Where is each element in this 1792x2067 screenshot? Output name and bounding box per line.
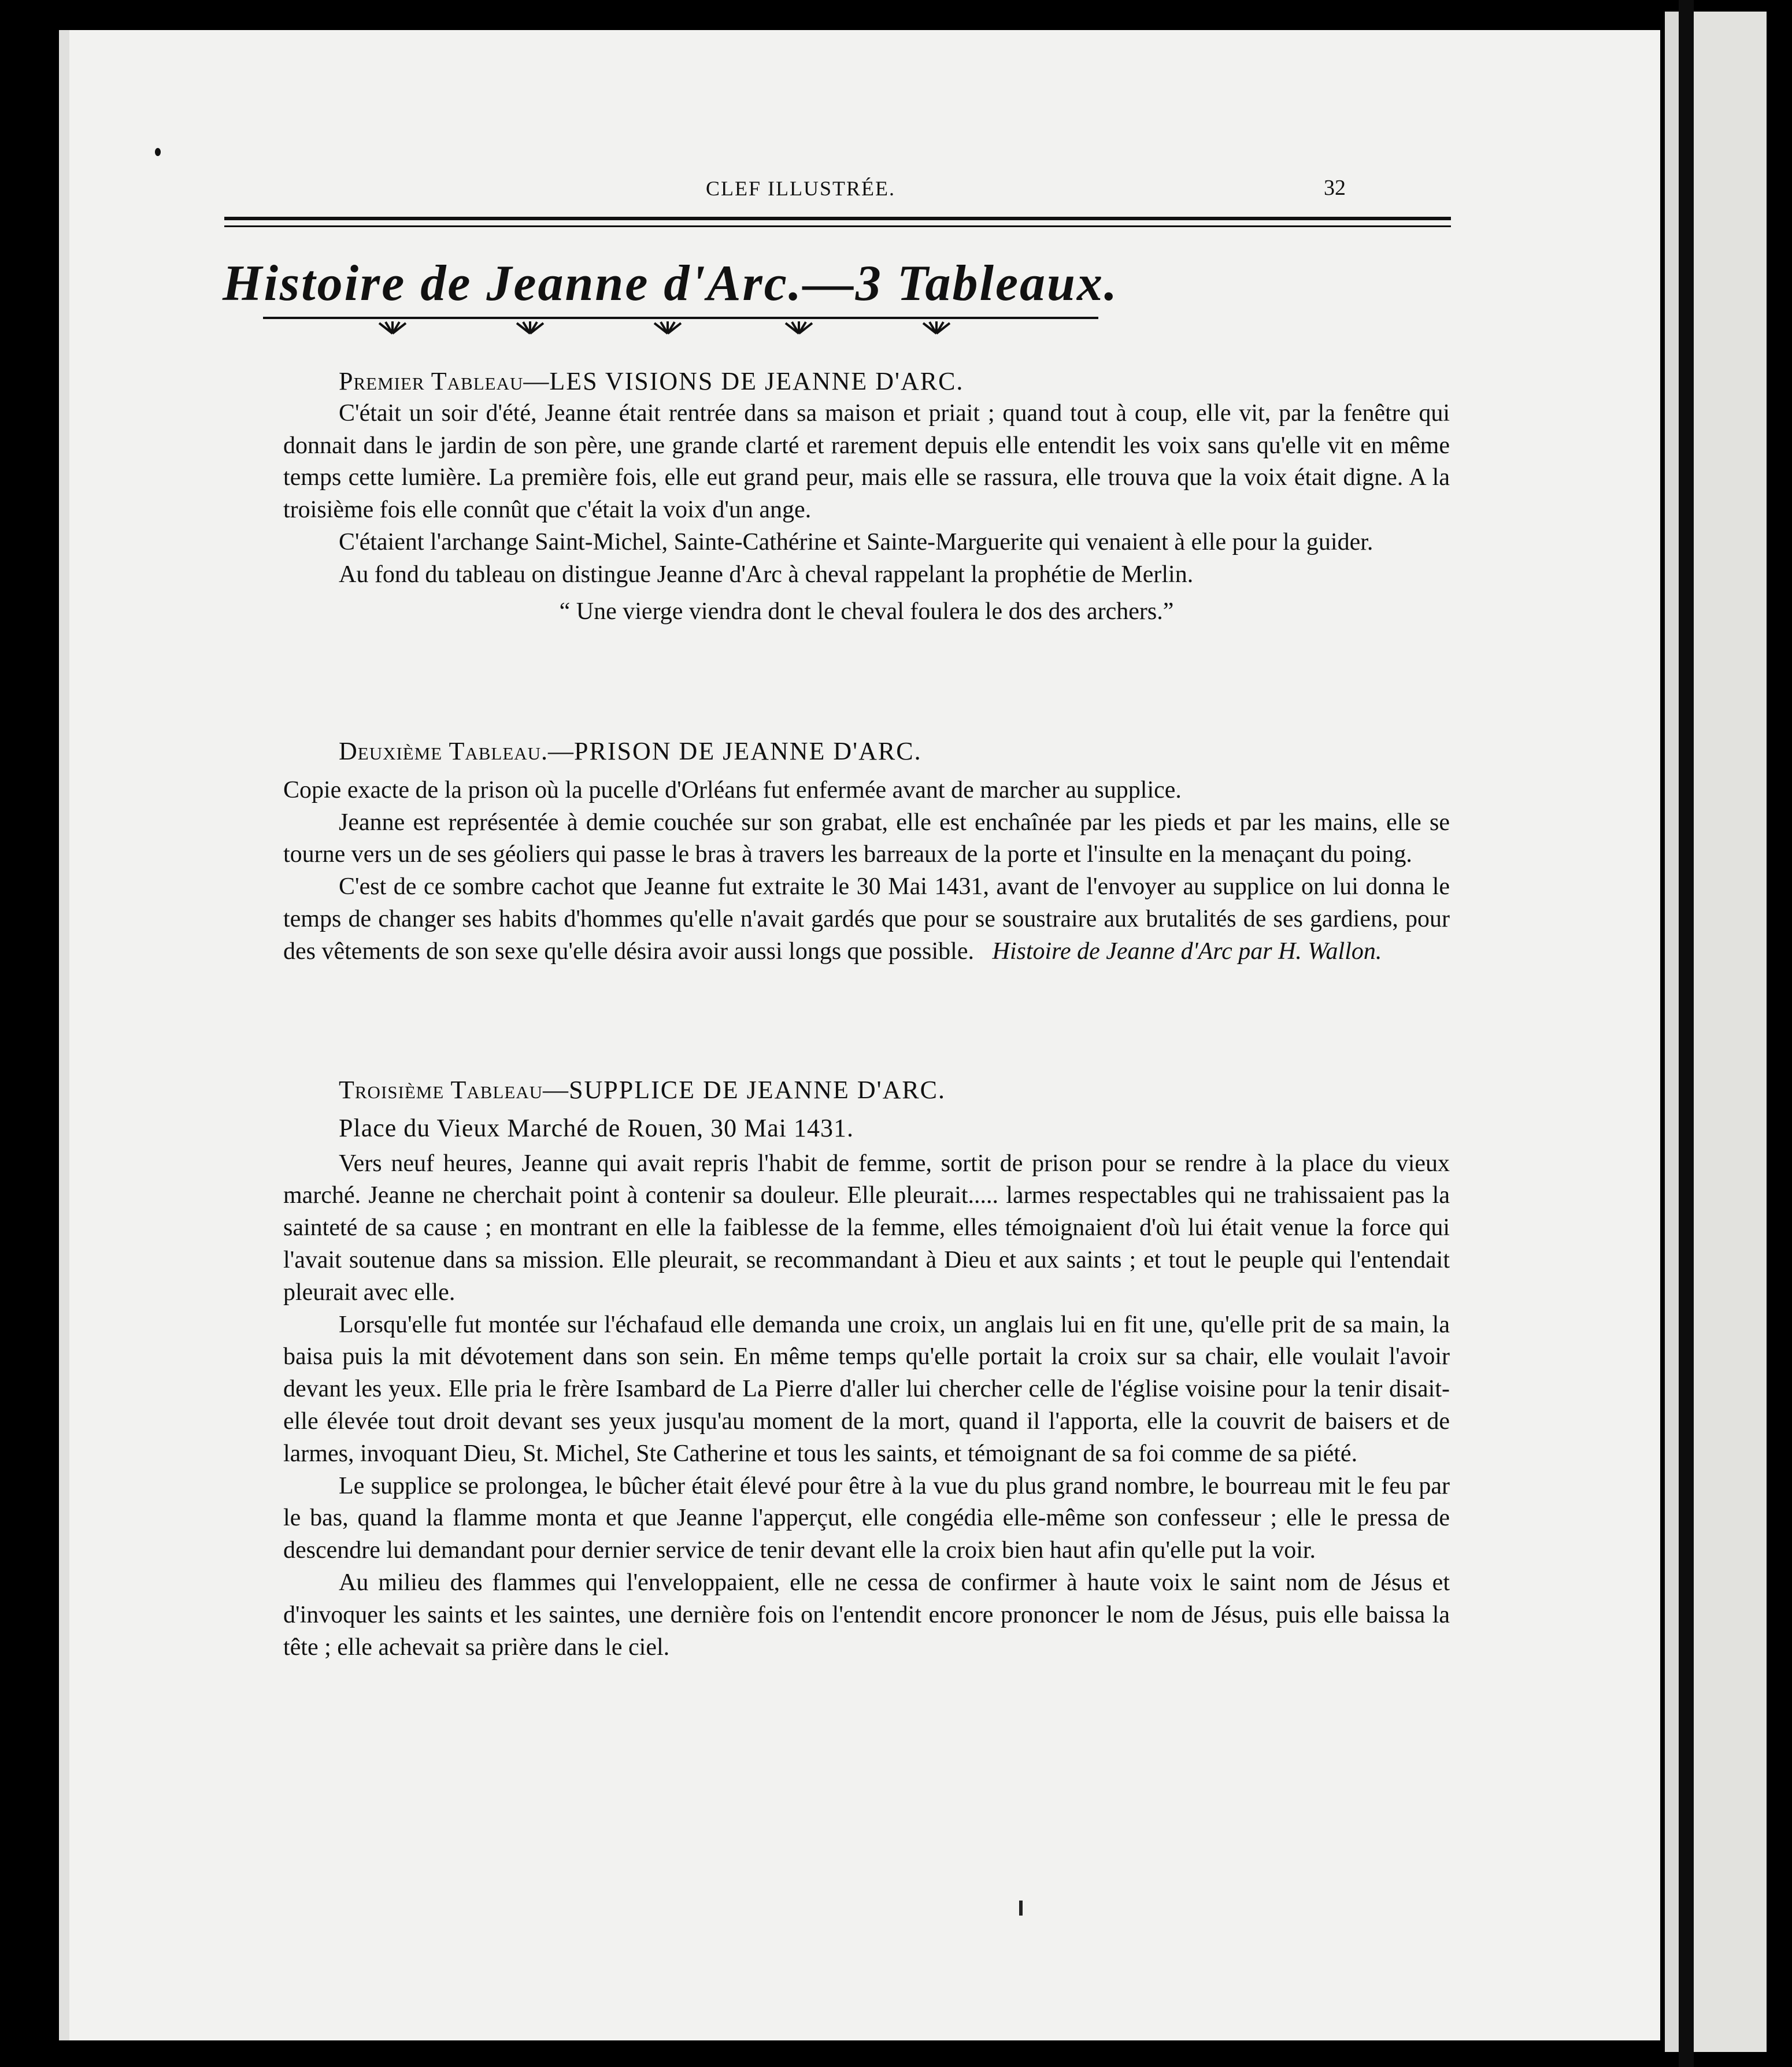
- section-heading: [283, 1074, 1450, 1106]
- paragraph: C'était un soir d'été, Jeanne était rentrée dans sa maison et priait ; quand tout à coup, elle vit, par la fenêtre qui donnait dans le jardin de son père, une grande clarté et rarement depuis elle entendit les voix sans qu'elle vit en même temps cette lumière. La première fois, elle eut grand peur, mais elle se rassura, elle trouva que la voix était digne. A la troisième fois elle connût que c'était la voix d'un ange.: [283, 399, 1450, 524]
- ornament-fan-icon: [921, 321, 952, 335]
- section-heading: [283, 365, 1450, 398]
- paragraph-text: C'est de ce sombre cachot que Jeanne fut extraite le 30 Mai 1431, avant de l'envoyer au supplice on lui donna le temps de changer ses habits d'hommes qu'elle n'avait gardés que pour se soustraire aux brutalités de ses gardiens, pour des vêtements de son sexe qu'elle désira avoir aussi longs que possible.: [283, 873, 1450, 965]
- page-edge: [1665, 12, 1679, 2052]
- paragraph: Le supplice se prolongea, le bûcher était élevé pour être à la vue du plus grand nombre, le bourreau mit le feu par le bas, quand la flamme monta et que Jeanne l'apperçut, elle congédia elle-même son confesseur ; elle le pressa de descendre lui demandant pour dernier service de tenir devant elle la croix bien haut afin qu'elle put la voir.: [283, 1472, 1450, 1564]
- ornament-fan-icon: [514, 321, 546, 335]
- ornament-fan-icon: [377, 321, 408, 335]
- page-margin-shadow: [59, 30, 69, 2040]
- section-subheading: Place du Vieux Marché de Rouen, 30 Mai 1431.: [339, 1113, 854, 1142]
- title-underline: [263, 317, 1098, 319]
- page-title: Histoire de Jeanne d'Arc.—3 Tableaux.: [223, 255, 1119, 312]
- section-subject: PRISON DE JEANNE D'ARC.: [574, 737, 922, 765]
- header-rule-thick: [224, 217, 1451, 220]
- section-subject: SUPPLICE DE JEANNE D'ARC.: [569, 1076, 946, 1104]
- paragraph: Lorsqu'elle fut montée sur l'échafaud elle demanda une croix, un anglais lui en fit une, qu'elle prit de sa main, la baisa puis la mit dévotement dans son sein. En même temps qu'elle portait la croix sur sa chair, elle voulait l'avoir devant les yeux. Elle pria le frère Isambard de La Pierre d'aller lui chercher celle de l'église voisine pour la tenir disait-elle élevée tout droit devant ses yeux jusqu'au moment de la mort, quand il l'apporta, elle la couvrit de baisers et de larmes, invoquant Dieu, St. Michel, Ste Catherine et tous les saints, et témoignant de sa foi comme de sa piété.: [283, 1311, 1450, 1467]
- section-visions: [283, 365, 1450, 628]
- section-label: Deuxième Tableau.—: [339, 737, 575, 765]
- section-subject: LES VISIONS DE JEANNE D'ARC.: [549, 367, 964, 395]
- section-heading: [283, 735, 1450, 768]
- paragraph: [283, 871, 1450, 968]
- next-page-edge: [1694, 12, 1767, 2052]
- ornament-fan-icon: [652, 321, 683, 335]
- page-number: 32: [1324, 176, 1346, 200]
- scan-mark: [1019, 1901, 1023, 1916]
- paragraph: C'étaient l'archange Saint-Michel, Sainte-Cathérine et Sainte-Marguerite qui venaient à elle pour la guider.: [339, 528, 1373, 555]
- ornament-fan-icon: [783, 321, 814, 335]
- quotation: “ Une vierge viendra dont le cheval foulera le dos des archers.”: [559, 598, 1174, 625]
- paragraph: Jeanne est représentée à demie couchée sur son grabat, elle est enchaînée par les pieds et par les mains, elle se tourne vers un de ses géoliers qui passe le bras à travers les barreaux de la porte et l'insulte en la menaçant du poing.: [283, 809, 1450, 868]
- paragraph: Au milieu des flammes qui l'enveloppaient, elle ne cessa de confirmer à haute voix le saint nom de Jésus et d'invoquer les saints et les saintes, une dernière fois on l'entendit encore prononcer le nom de Jésus, puis elle baissa la tête ; elle achevait sa prière dans le ciel.: [283, 1569, 1450, 1661]
- running-head: CLEF ILLUSTRÉE.: [706, 177, 895, 200]
- paragraph: Vers neuf heures, Jeanne qui avait repris l'habit de femme, sortit de prison pour se rendre à la place du vieux marché. Jeanne ne cherchait point à contenir sa douleur. Elle pleurait..... larmes respectables qui ne trahissaient pas la sainteté de sa cause ; en montrant en elle la faiblesse de la femme, elles témoignaient d'où lui était venue la force qui l'avait soutenue dans sa mission. Elle pleurait, se recommandant à Dieu et aux saints ; et tout le peuple qui l'entendait pleurait avec elle.: [283, 1150, 1450, 1306]
- scanned-page: [59, 30, 1660, 2040]
- section-label: Premier Tableau—: [339, 367, 550, 395]
- binding-gutter: [1679, 0, 1694, 2067]
- section-prison: [283, 735, 1450, 968]
- paragraph: Au fond du tableau on distingue Jeanne d'Arc à cheval rappelant la prophétie de Merlin.: [339, 561, 1194, 588]
- header-rule-thin: [224, 225, 1451, 227]
- paragraph: Copie exacte de la prison où la pucelle d'Orléans fut enfermée avant de marcher au supplice.: [283, 776, 1182, 803]
- section-label: Troisième Tableau—: [339, 1076, 569, 1104]
- scan-speck: [155, 148, 161, 156]
- section-supplice: [283, 1074, 1450, 1664]
- citation: Histoire de Jeanne d'Arc par H. Wallon.: [992, 938, 1382, 965]
